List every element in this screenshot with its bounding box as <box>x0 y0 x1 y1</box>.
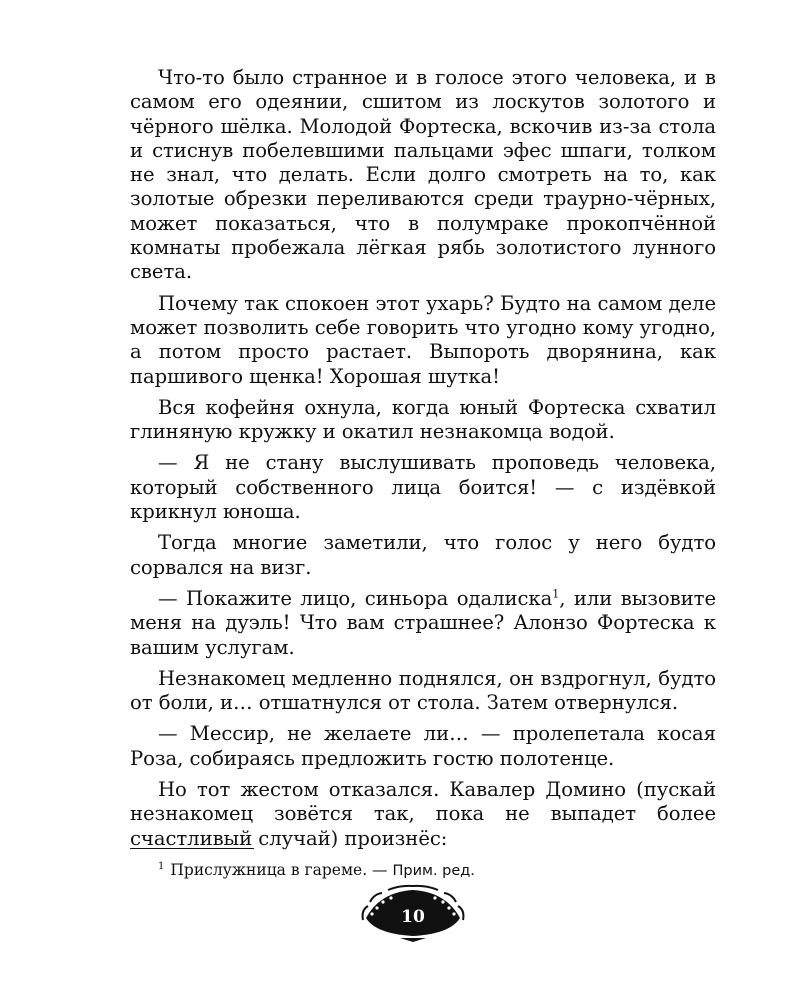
paragraph: Но тот жестом отказался. Кавалер Домино (пускай незнакомец зовётся так, пока не выпадет более счастливый случай) произнёс: <box>130 778 716 850</box>
footnote-text: Прислужница в гареме. — <box>170 861 393 880</box>
paragraph: — Я не стану выслушивать проповедь человека, который собственного лица боится! — с издёвкой крикнул юноша. <box>130 451 716 524</box>
footnote <box>158 857 475 881</box>
paragraph: Почему так спокоен этот ухарь? Будто на самом деле может позволить себе говорить что угодно кому угодно, а потом просто растает. Выпороть дворянина, как паршивого щенка! Хорошая шутка! <box>130 291 716 388</box>
footnote-reference: 1 <box>552 587 560 601</box>
footnote-editor-note: Прим. ред. <box>392 863 475 880</box>
paragraph: Что-то было странное и в голосе этого человека, и в самом его одеянии, сшитом из лоскутов золотого и чёрного шёлка. Молодой Фортеска, вскочив из-за стола и стиснув побелевшими пальцами эфес шпаги, толком не знал, что делать. Если долго смотреть на то, как золотые обрезки переливаются среди траурно-чёрных, может показаться, что в полумраке прокопчённой комнаты пробежала лёгкая рябь золотистого лунного света. <box>130 66 716 284</box>
paragraph: Вся кофейня охнула, когда юный Фортеска схватил глиняную кружку и окатил незнакомца водой. <box>130 395 716 444</box>
paragraph-start: — Покажите лицо, синьора одалиска <box>158 586 553 610</box>
footnote-divider <box>130 848 254 849</box>
paragraph-end: , или вызовите меня на дуэль! Что вам страшнее? Алонзо Фортеска к вашим услугам. <box>130 586 716 659</box>
footnote-mark: 1 <box>158 861 165 872</box>
paragraph-with-footnote <box>130 587 716 660</box>
main-text <box>130 66 716 858</box>
page-number-ornament <box>360 884 466 942</box>
paragraph: — Мессир, не желаете ли… — пролепетала косая Роза, собираясь предложить гостю полотенце. <box>130 722 716 770</box>
paragraph: Незнакомец медленно поднялся, он вздрогнул, будто от боли, и… отшатнулся от стола. Затем отвернулся. <box>130 666 716 715</box>
paragraph: Тогда многие заметили, что голос у него будто сорвался на визг. <box>130 531 716 579</box>
page-number: 10 <box>401 907 425 927</box>
